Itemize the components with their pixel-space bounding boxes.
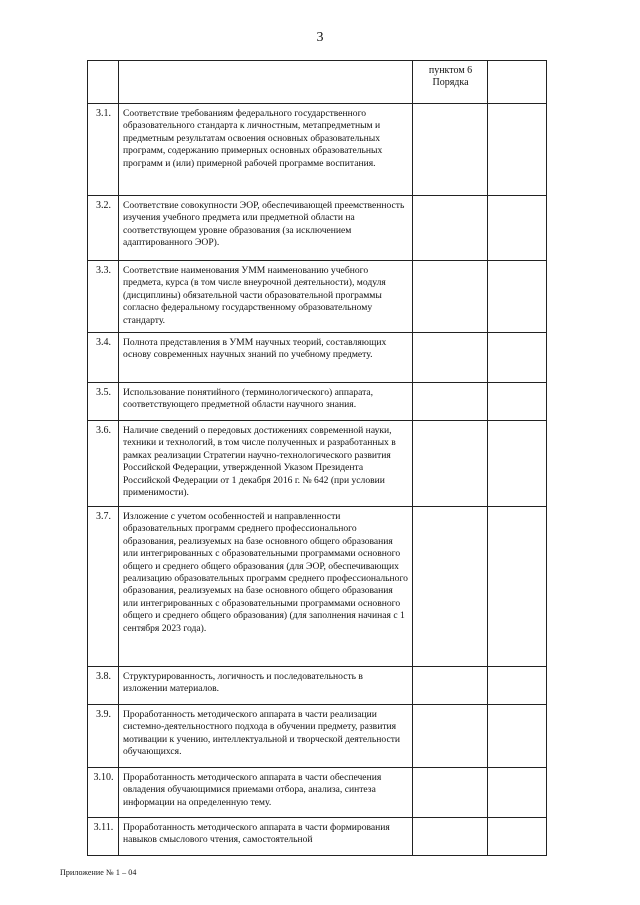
page-number: 3: [316, 30, 324, 45]
table-row: [88, 383, 547, 421]
row-empty-cell: [488, 768, 547, 818]
row-empty-cell: [488, 261, 547, 333]
row-text: Соответствие требованиям федерального государственного образовательного стандарта к личностным, метапредметным и предметным результатам освоения основных образовательных программ, содержанию примерных основных образовательных программ и (или) примерной рабочей программе воспитания.: [119, 104, 413, 196]
row-empty-cell: [488, 333, 547, 383]
row-empty-cell: [413, 768, 488, 818]
table-row: [88, 768, 547, 818]
row-text: Изложение с учетом особенностей и направленности образовательных программ среднего профессионального образования, реализуемых на базе основного общего образования или интегрированных с образовательными программами основного общего и среднего общего образования (для ЭОР, обеспечивающих реализацию образовательных программ среднего профессионального образования, реализуемых на базе основного общего образования или интегрированных с образовательными программами основного общего и среднего общего образования) (для заполнения начиная с 1 сентября 2023 года).: [119, 507, 413, 667]
row-empty-cell: [413, 667, 488, 705]
row-text: Проработанность методического аппарата в части обеспечения овладения обучающимися приемами отбора, анализа, синтеза информации на определенную тему.: [119, 768, 413, 818]
header-cell-empty: [88, 61, 119, 104]
footer-note: Приложение № 1 – 04: [60, 868, 137, 877]
row-empty-cell: [413, 818, 488, 856]
table-row: [88, 333, 547, 383]
table-row: [88, 261, 547, 333]
row-empty-cell: [488, 383, 547, 421]
row-text: Соответствие совокупности ЭОР, обеспечивающей преемственность изучения учебного предмета или предметной области на соответствующем уровне образования (за исключением адаптированного ЭОР).: [119, 196, 413, 261]
table-row: [88, 507, 547, 667]
row-empty-cell: [488, 818, 547, 856]
header-cell-empty: [488, 61, 547, 104]
row-empty-cell: [488, 421, 547, 507]
table-row: [88, 196, 547, 261]
row-text: Наличие сведений о передовых достижениях современной науки, техники и технологий, в том числе полученных и разработанных в рамках реализации Стратегии научно-технологического развития Российской Федерации, утвержденной Указом Президента Российской Федерации от 1 декабря 2016 г. № 642 (при условии применимости).: [119, 421, 413, 507]
table-row: [88, 667, 547, 705]
row-number: 3.4.: [88, 333, 119, 383]
row-empty-cell: [413, 383, 488, 421]
header-cell-empty: [119, 61, 413, 104]
row-number: 3.10.: [88, 768, 119, 818]
row-empty-cell: [488, 667, 547, 705]
row-text: Проработанность методического аппарата в части формирования навыков смыслового чтения, самостоятельной: [119, 818, 413, 856]
row-number: 3.6.: [88, 421, 119, 507]
row-text: Использование понятийного (терминологического) аппарата, соответствующего предметной области научного знания.: [119, 383, 413, 421]
row-number: 3.2.: [88, 196, 119, 261]
row-empty-cell: [413, 507, 488, 667]
row-empty-cell: [488, 507, 547, 667]
row-number: 3.11.: [88, 818, 119, 856]
row-number: 3.1.: [88, 104, 119, 196]
criteria-table: [87, 60, 547, 856]
row-number: 3.7.: [88, 507, 119, 667]
row-empty-cell: [488, 705, 547, 768]
table-row: [88, 705, 547, 768]
row-number: 3.9.: [88, 705, 119, 768]
row-empty-cell: [413, 333, 488, 383]
row-number: 3.5.: [88, 383, 119, 421]
row-empty-cell: [488, 104, 547, 196]
header-ref-cell: пунктом 6 Порядка: [413, 61, 488, 104]
row-empty-cell: [413, 421, 488, 507]
row-empty-cell: [413, 261, 488, 333]
table-row: [88, 818, 547, 856]
row-empty-cell: [413, 196, 488, 261]
row-number: 3.8.: [88, 667, 119, 705]
row-empty-cell: [413, 104, 488, 196]
row-number: 3.3.: [88, 261, 119, 333]
row-empty-cell: [488, 196, 547, 261]
row-text: Проработанность методического аппарата в части реализации системно-деятельностного подхода в обучении предмету, развития мотивации к учению, интеллектуальной и творческой деятельности обучающихся.: [119, 705, 413, 768]
table-header-row: [88, 61, 547, 104]
row-empty-cell: [413, 705, 488, 768]
row-text: Полнота представления в УММ научных теорий, составляющих основу современных научных знаний по учебному предмету.: [119, 333, 413, 383]
row-text: Структурированность, логичность и последовательность в изложении материалов.: [119, 667, 413, 705]
table-row: [88, 104, 547, 196]
row-text: Соответствие наименования УММ наименованию учебного предмета, курса (в том числе внеурочной деятельности), модуля (дисциплины) обязательной части образовательной программы согласно федеральному государственному образовательному стандарту.: [119, 261, 413, 333]
table-row: [88, 421, 547, 507]
